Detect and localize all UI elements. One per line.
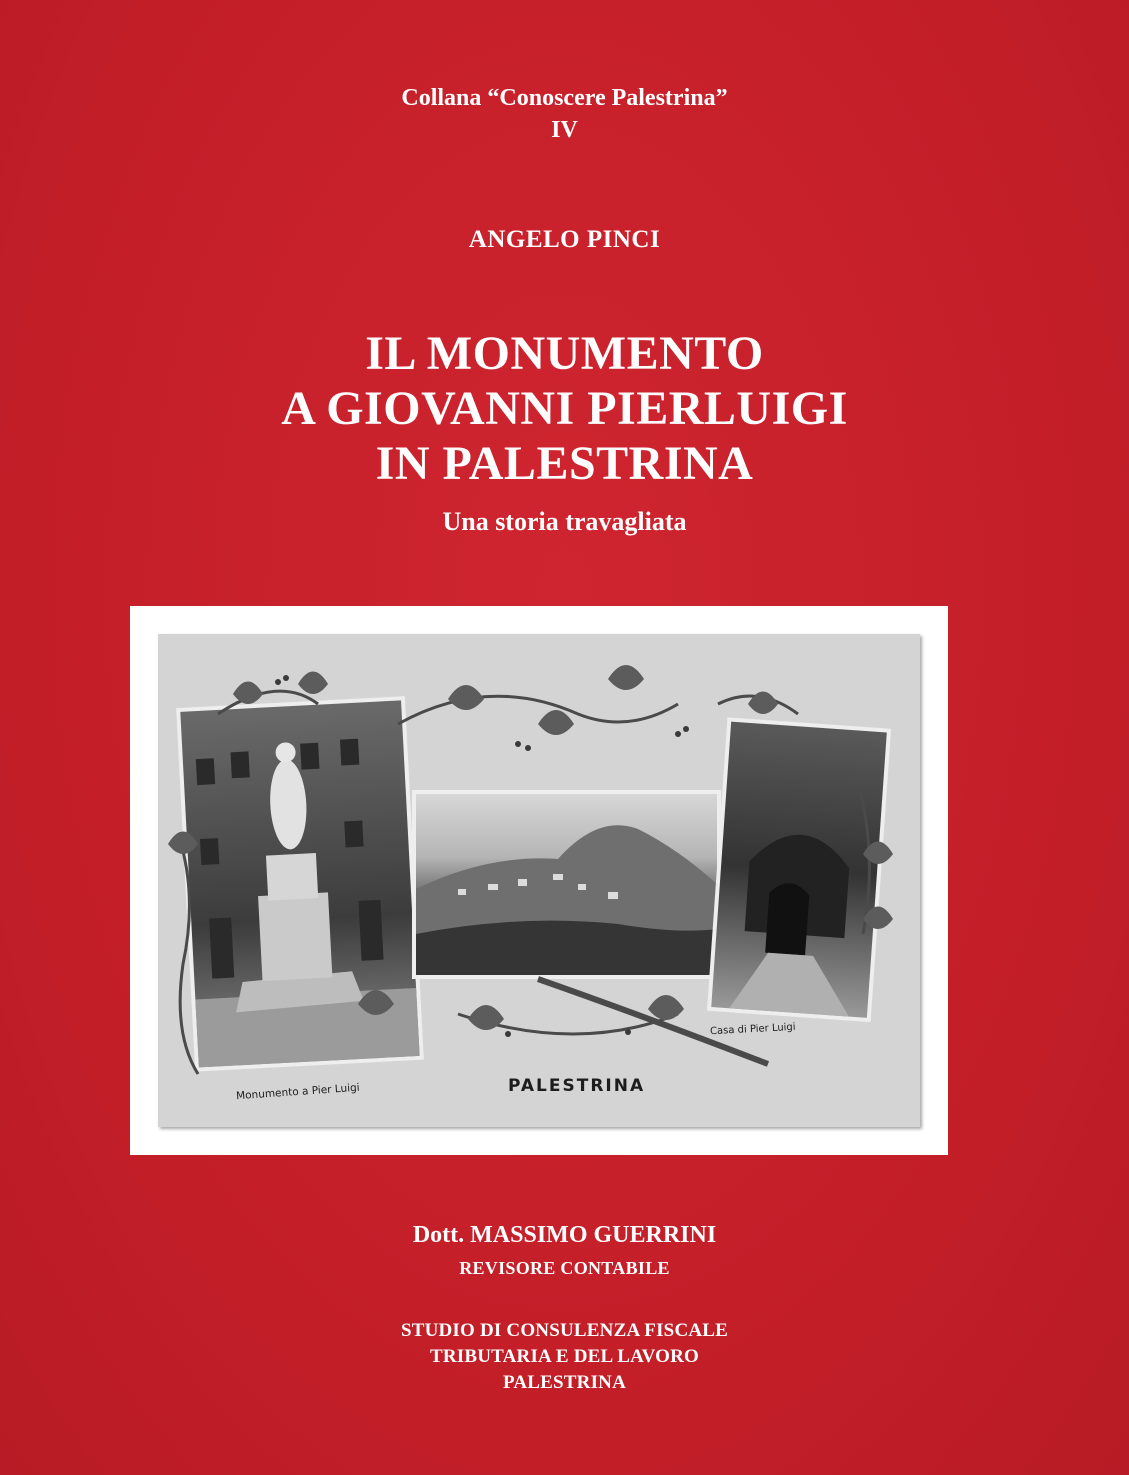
studio-line-3: PALESTRINA: [502, 1372, 627, 1393]
book-title: [0, 326, 1129, 491]
studio-line-1: STUDIO DI CONSULENZA FISCALE: [400, 1320, 729, 1341]
book-subtitle: Una storia travagliata: [442, 507, 687, 536]
center-photo: [414, 792, 719, 977]
vintage-postcard-image: [158, 634, 920, 1127]
left-photo: [178, 698, 422, 1069]
title-line-2: A GIOVANNI PIERLUIGI: [281, 382, 848, 435]
author-name: ANGELO PINCI: [468, 226, 661, 253]
postcard-caption-right: Casa di Pier Luigi: [709, 1021, 796, 1038]
studio-line-2: TRIBUTARIA E DEL LAVORO: [429, 1346, 700, 1367]
postcard-caption-left: Monumento a Pier Luigi: [235, 1081, 361, 1103]
title-line-1: IL MONUMENTO: [365, 327, 764, 380]
title-line-3: IN PALESTRINA: [375, 437, 754, 490]
postcard-caption-center: PALESTRINA: [508, 1076, 646, 1096]
postcard-frame: [130, 606, 948, 1155]
sponsor-name: Dott. MASSIMO GUERRINI: [412, 1222, 717, 1248]
sponsor-studio: [0, 1318, 1129, 1396]
postcard-illustration: [158, 634, 920, 1127]
sponsor-role: REVISORE CONTABILE: [459, 1258, 670, 1278]
right-photo: [709, 720, 889, 1020]
series-name: Collana “Conoscere Palestrina”: [401, 85, 728, 111]
series-volume: IV: [551, 117, 578, 143]
